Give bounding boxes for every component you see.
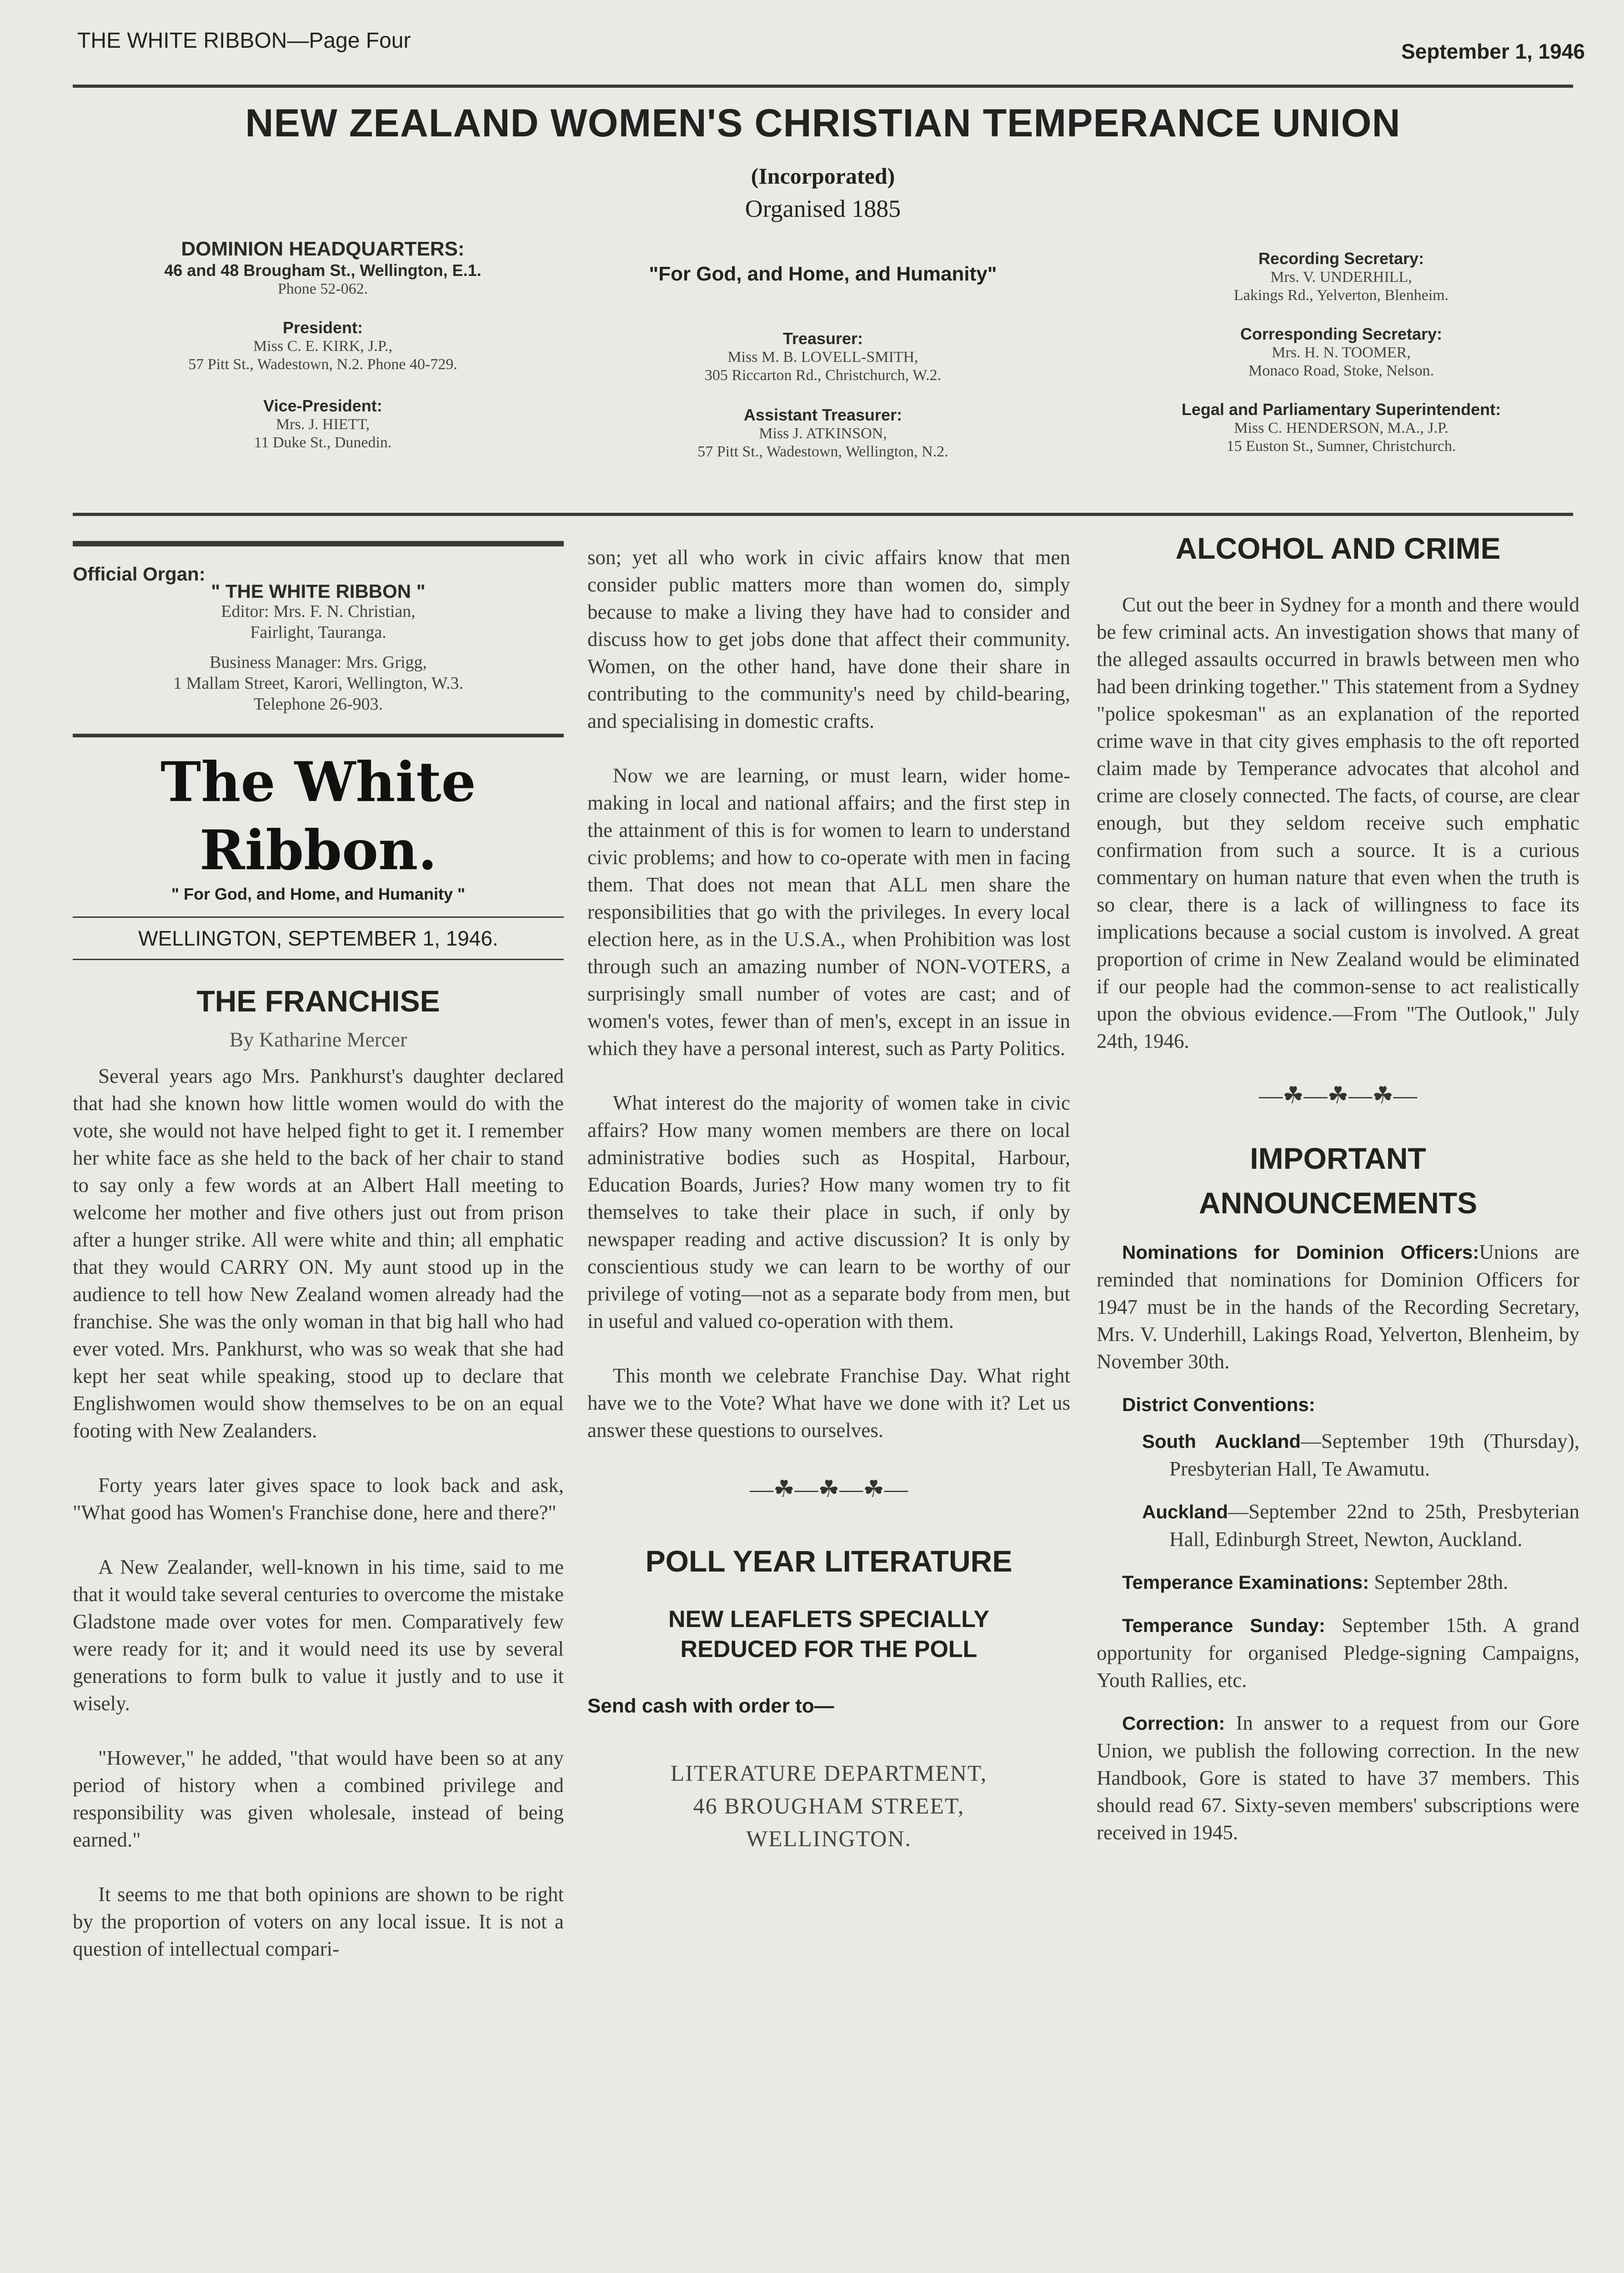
organ-top-rule — [73, 541, 564, 546]
recording-secretary-title: Recording Secretary: — [1258, 249, 1424, 268]
franchise-paragraph: "However," he added, "that would have been so at any period of history when a combined privilege and responsibility was given wholesale, instead of being earned." — [73, 1747, 564, 1851]
auckland-text: —September 22nd to 25th, Presbyterian Hall, Edinburgh Street, Newton, Auckland. — [1169, 1500, 1579, 1551]
organ-editor-address: Fairlight, Tauranga. — [250, 623, 386, 642]
assistant-treasurer-title: Assistant Treasurer: — [743, 406, 902, 424]
organ-editor: Editor: Mrs. F. N. Christian, — [221, 602, 416, 621]
south-auckland-text: —September 19th (Thursday), Presbyterian Hall, Te Awamutu. — [1169, 1430, 1579, 1480]
announcements-title-2: ANNOUNCEMENTS — [1198, 1186, 1478, 1220]
corresponding-secretary-title: Corresponding Secretary: — [1240, 325, 1443, 343]
ornament-divider: —☘—☘—☘— — [750, 1477, 908, 1502]
district-label: District Conventions: — [1122, 1394, 1315, 1415]
page-header-date: September 1, 1946 — [1401, 40, 1585, 63]
franchise-paragraph: A New Zealander, well-known in his time, said to me that it would take several centuries to overcome the mistake Gladstone made over votes for men. Comparatively few were ready for it; and it would need its use by several generations to form bulk to value it justly and to use it wisely. — [73, 1556, 564, 1715]
sunday-label: Temperance Sunday: — [1122, 1615, 1325, 1636]
organ-manager: Business Manager: Mrs. Grigg, — [209, 653, 427, 672]
officers-middle — [582, 263, 1064, 461]
franchise-cont-paragraph: Now we are learning, or must learn, wider home-making in local and national affairs; and the first step in the attainment of this is for women to learn to understand civic problems; and how to co-operate with men in facing them. That does not mean that ALL men share the responsibilities that go with the privileges. In every local election here, as in the U.S.A., when Prohibition was lost through such an amazing number of NON-VOTERS, a surprisingly small number of votes are cast; and of women's votes, fewer than of men's, except in an issue in which they have a personal interest, such as Party Politics. — [587, 764, 1070, 1060]
announcement-correction — [1097, 1709, 1579, 1846]
dateline-bottom-rule — [73, 959, 564, 960]
poll-send: Send cash with order to— — [587, 1695, 834, 1717]
franchise-cont-paragraph: This month we celebrate Franchise Day. What right have we to the Vote? What have we done with it? Let us answer these questions to ourselves. — [587, 1364, 1070, 1442]
masthead-motto: "For God, and Home, and Humanity" — [649, 263, 997, 285]
hq-line2: Phone 52-062. — [277, 280, 368, 297]
president-address: 57 Pitt St., Wadestown, N.2. Phone 40-729. — [188, 356, 457, 373]
corresponding-secretary-name: Mrs. H. N. TOOMER, — [1272, 344, 1411, 361]
hq-title: DOMINION HEADQUARTERS: — [181, 238, 465, 260]
franchise-cont-paragraph: son; yet all who work in civic affairs know that men consider public matters more than women do, simply because to make a living they have had to consider and discuss how to get jobs done that affect their community. Women, on the other hand, have done their share in contributing to the community's need by child-bearing, and specialising in domestic crafts. — [587, 546, 1070, 732]
legal-address: 15 Euston St., Sumner, Christchurch. — [1226, 438, 1456, 455]
poll-address-line: 46 BROUGHAM STREET, — [693, 1793, 965, 1818]
treasurer-address: 305 Riccarton Rd., Christchurch, W.2. — [704, 367, 942, 384]
column-3 — [1097, 531, 1579, 1862]
poll-subtitle-2: REDUCED FOR THE POLL — [680, 1636, 977, 1662]
south-auckland-label: South Auckland — [1142, 1431, 1301, 1452]
officers-left — [73, 237, 573, 452]
correction-label: Correction: — [1122, 1712, 1225, 1734]
legal-name: Miss C. HENDERSON, M.A., J.P. — [1234, 420, 1449, 436]
assistant-treasurer-address: 57 Pitt St., Wadestown, Wellington, N.2. — [697, 443, 948, 460]
paper-name: The White Ribbon. — [160, 750, 476, 882]
poll-address — [587, 1757, 1070, 1855]
masthead-organised: Organised 1885 — [745, 195, 901, 222]
franchise-paragraph: Several years ago Mrs. Pankhurst's daughter declared that had she known how little women would do with the vote, she would not have helped fight to get it. I remember her white face as she held to the back of her chair to stand to say only a few words at an Albert Hall meeting to welcome her mother and five others just out from prison after a hunger strike. All were white and thin; all emphatic that they would CARRY ON. My aunt stood up in the audience to tell how New Zealand women already had the franchise. She was the only woman in that big hall who had ever voted. Mrs. Pankhurst, who was so weak that she had kept her seat while speaking, stood up to declare that Englishwomen would show themselves to be on an equal footing with New Zealanders. — [73, 1065, 564, 1442]
auckland-label: Auckland — [1142, 1501, 1228, 1522]
page-header-left: THE WHITE RIBBON—Page Four — [77, 29, 411, 53]
exams-text: September 28th. — [1369, 1571, 1509, 1593]
nominations-label: Nominations for Dominion Officers: — [1122, 1242, 1479, 1263]
franchise-paragraph: It seems to me that both opinions are shown to be right by the proportion of voters on any local issue. It is not a question of intellectual compari- — [73, 1883, 564, 1960]
masthead-bottom-rule — [73, 513, 1573, 516]
sunday-text: September 15th. A grand opportunity for organised Pledge-signing Campaigns, Youth Rallies, etc. — [1097, 1614, 1579, 1692]
exams-label: Temperance Examinations: — [1122, 1572, 1369, 1593]
franchise-byline: By Katharine Mercer — [229, 1028, 407, 1051]
poll-subtitle-1: NEW LEAFLETS SPECIALLY — [668, 1606, 989, 1632]
announcement-district — [1097, 1391, 1579, 1418]
announcements-list — [1097, 1238, 1579, 1846]
dateline-top-rule — [73, 916, 564, 918]
legal-title: Legal and Parliamentary Superintendent: — [1181, 400, 1501, 419]
treasurer-name: Miss M. B. LOVELL-SMITH, — [727, 349, 918, 365]
poll-title: POLL YEAR LITERATURE — [645, 1544, 1012, 1578]
announcements-title-1: IMPORTANT — [1250, 1142, 1426, 1175]
assistant-treasurer-name: Miss J. ATKINSON, — [759, 425, 887, 442]
announcement-nominations — [1097, 1238, 1579, 1375]
franchise-article — [73, 1062, 564, 1963]
organ-bottom-rule — [73, 734, 564, 737]
organ-name: " THE WHITE RIBBON " — [211, 581, 426, 602]
masthead-title: NEW ZEALAND WOMEN'S CHRISTIAN TEMPERANCE UNION — [245, 101, 1401, 145]
vice-president-title: Vice-President: — [263, 396, 382, 415]
announcement-sunday — [1097, 1612, 1579, 1694]
organ-telephone: Telephone 26-903. — [253, 695, 383, 714]
franchise-title: THE FRANCHISE — [196, 984, 440, 1018]
masthead-incorporated: (Incorporated) — [751, 163, 895, 189]
officers-right — [1100, 249, 1582, 456]
president-title: President: — [282, 318, 363, 337]
hq-line1: 46 and 48 Brougham St., Wellington, E.1. — [164, 261, 481, 280]
franchise-paragraph: Forty years later gives space to look back and ask, "What good has Women's Franchise done, here and there?" — [73, 1474, 564, 1524]
vice-president-name: Mrs. J. HIETT, — [276, 416, 370, 433]
corresponding-secretary-address: Monaco Road, Stoke, Nelson. — [1248, 362, 1434, 379]
alcohol-paragraph: Cut out the beer in Sydney for a month and there would be few criminal acts. An investigation shows that many of the alleged assaults occurred in brawls between men who had been drinking together." This statement from a Sydney "police spokesman" as an explanation of the reported crime wave in that city gives emphasis to the oft reported claim made by Temperance advocates that alcohol and crime are closely connected. The facts, of course, are clear enough, but they seldom receive such emphatic confirmation from such a source. It is a curious commentary on human nature that even when the truth is so clear, there is a lack of willingness to face its implications because a social custom is involved. A great proportion of crime in New Zealand would be eliminated if our people had the common-sense to act realistically upon the obvious evidence.—From "The Outlook," July 24th, 1946. — [1097, 593, 1579, 1052]
poll-address-line: LITERATURE DEPARTMENT, — [670, 1760, 987, 1786]
organ-label: Official Organ: — [73, 563, 206, 585]
president-name: Miss C. E. KIRK, J.P., — [253, 338, 393, 355]
announcement-auckland — [1142, 1498, 1579, 1553]
paper-dateline: WELLINGTON, SEPTEMBER 1, 1946. — [138, 926, 498, 950]
announcement-exams — [1097, 1568, 1579, 1596]
column-2 — [587, 544, 1070, 1855]
franchise-continued — [587, 544, 1070, 1444]
announcement-south-auckland — [1142, 1427, 1579, 1482]
alcohol-article — [1097, 591, 1579, 1055]
franchise-cont-paragraph: What interest do the majority of women take in civic affairs? How many women members are there on local administrative bodies such as Hospital, Harbour, Education Boards, Juries? How many women try to fit themselves to take their place in such, if only by newspaper reading and active discussion? It is only by conscientious study we can learn to be worthy of our privilege of voting—not as a separate body from men, but in useful and valued co-operation with them. — [587, 1091, 1070, 1332]
correction-text: In answer to a request from our Gore Union, we publish the following correction. In the new Handbook, Gore is stated to have 37 members. This should read 67. Sixty-seven members' subscriptions were received in 1945. — [1097, 1712, 1579, 1844]
organ-manager-address: 1 Mallam Street, Karori, Wellington, W.3. — [173, 674, 463, 693]
paper-motto: " For God, and Home, and Humanity " — [171, 885, 466, 903]
vice-president-address: 11 Duke St., Dunedin. — [254, 434, 392, 451]
alcohol-title: ALCOHOL AND CRIME — [1175, 531, 1501, 565]
recording-secretary-name: Mrs. V. UNDERHILL, — [1270, 269, 1412, 285]
recording-secretary-address: Lakings Rd., Yelverton, Blenheim. — [1233, 287, 1449, 304]
column-1 — [73, 523, 564, 1990]
header-rule — [73, 85, 1573, 88]
nominations-text: Unions are reminded that nominations for Dominion Officers for 1947 must be in the hands of the Recording Secretary, Mrs. V. Underhill, Lakings Road, Yelverton, Blenheim, by November 30th. — [1097, 1241, 1579, 1373]
poll-address-line: WELLINGTON. — [746, 1826, 912, 1851]
ornament-divider: —☘—☘—☘— — [1259, 1083, 1417, 1109]
treasurer-title: Treasurer: — [782, 329, 863, 348]
